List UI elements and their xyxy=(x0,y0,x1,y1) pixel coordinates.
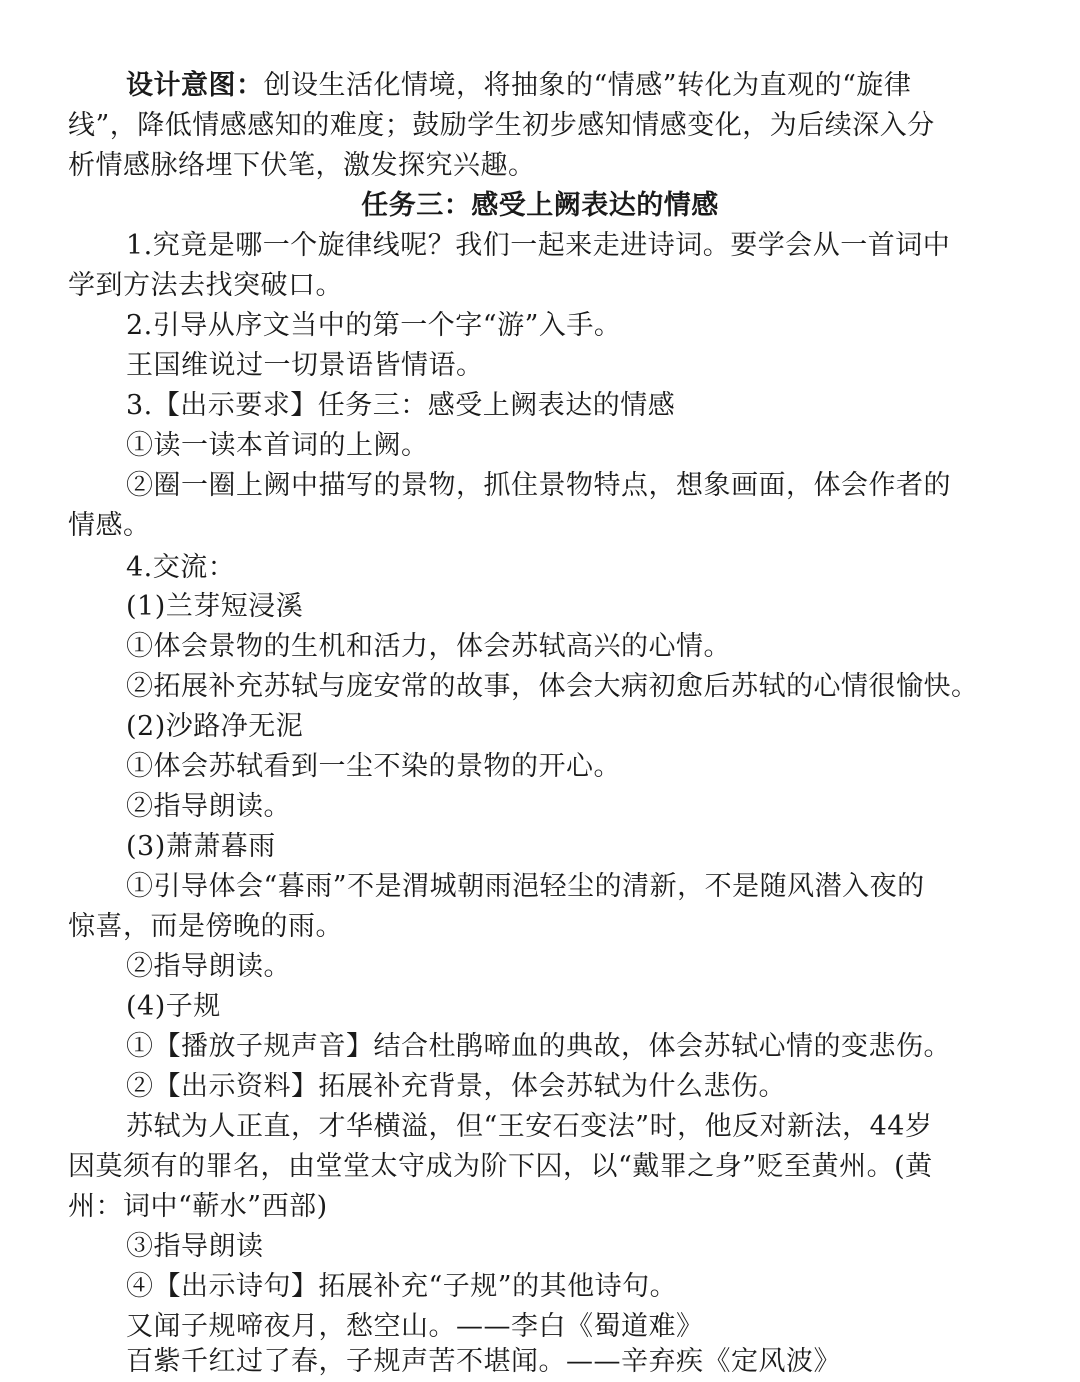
list-item-read: ①读一读本首词的上阙。 xyxy=(126,430,429,461)
list-item-circle-line-1: ②圈一圈上阙中描写的景物，抓住景物特点，想象画面，体会作者的 xyxy=(126,470,951,501)
list-item: ②指导朗读。 xyxy=(126,951,291,982)
paragraph-3: 王国维说过一切景语皆情语。 xyxy=(126,350,484,381)
paragraph-exchange: 4.交流： xyxy=(126,552,236,583)
design-intent-line-3: 析情感脉络埋下伏笔，激发探究兴趣。 xyxy=(68,150,536,181)
list-item: ②【出示资料】拓展补充背景，体会苏轼为什么悲伤。 xyxy=(126,1071,786,1102)
paragraph-1-line-2: 学到方法去找突破口。 xyxy=(68,270,343,301)
list-item: ①体会景物的生机和活力，体会苏轼高兴的心情。 xyxy=(126,631,731,662)
design-intent-label: 设计意图： xyxy=(126,70,264,101)
design-intent-line-2: 线”，降低情感感知的难度；鼓励学生初步感知情感变化，为后续深入分 xyxy=(68,110,935,141)
paragraph-4: 3.【出示要求】任务三：感受上阙表达的情感 xyxy=(126,390,676,421)
background-text-line-2: 因莫须有的罪名，由堂堂太守成为阶下囚，以“戴罪之身”贬至黄州。(黄 xyxy=(68,1151,933,1182)
list-item: ④【出示诗句】拓展补充“子规”的其他诗句。 xyxy=(126,1271,678,1302)
list-item-line-2: 惊喜，而是傍晚的雨。 xyxy=(68,911,343,942)
design-intent-text-1: 创设生活化情境，将抽象的“情感”转化为直观的“旋律 xyxy=(263,70,912,101)
list-item: ①体会苏轼看到一尘不染的景物的开心。 xyxy=(126,751,621,782)
poem-quote-2: 百紫千红过了春，子规声苦不堪闻。——辛弃疾《定风波》 xyxy=(126,1346,841,1377)
design-intent-line-1 xyxy=(126,66,1080,106)
sub-heading-1: (1)兰芽短浸溪 xyxy=(126,591,304,622)
list-item-circle-line-2: 情感。 xyxy=(68,510,151,541)
list-item: ②拓展补充苏轼与庞安常的故事，体会大病初愈后苏轼的心情很愉快。 xyxy=(126,671,979,702)
poem-quote-1: 又闻子规啼夜月，愁空山。——李白《蜀道难》 xyxy=(126,1311,704,1342)
section-title: 任务三：感受上阙表达的情感 xyxy=(361,190,719,221)
paragraph-2: 2.引导从序文当中的第一个字“游”入手。 xyxy=(126,310,622,341)
paragraph-1-line-1: 1.究竟是哪一个旋律线呢？我们一起来走进诗词。要学会从一首词中 xyxy=(126,230,951,261)
list-item-line-1: ①引导体会“暮雨”不是渭城朝雨浥轻尘的清新，不是随风潜入夜的 xyxy=(126,871,925,902)
background-text-line-3: 州：词中“蕲水”西部) xyxy=(68,1191,328,1222)
sub-heading-3: (3)萧萧暮雨 xyxy=(126,831,276,862)
sub-heading-4: (4)子规 xyxy=(126,991,221,1022)
sub-heading-2: (2)沙路净无泥 xyxy=(126,711,304,742)
list-item: ③指导朗读 xyxy=(126,1231,264,1262)
list-item: ①【播放子规声音】结合杜鹃啼血的典故，体会苏轼心情的变悲伤。 xyxy=(126,1031,951,1062)
background-text-line-1: 苏轼为人正直，才华横溢，但“王安石变法”时，他反对新法，44岁 xyxy=(126,1111,933,1142)
list-item: ②指导朗读。 xyxy=(126,791,291,822)
